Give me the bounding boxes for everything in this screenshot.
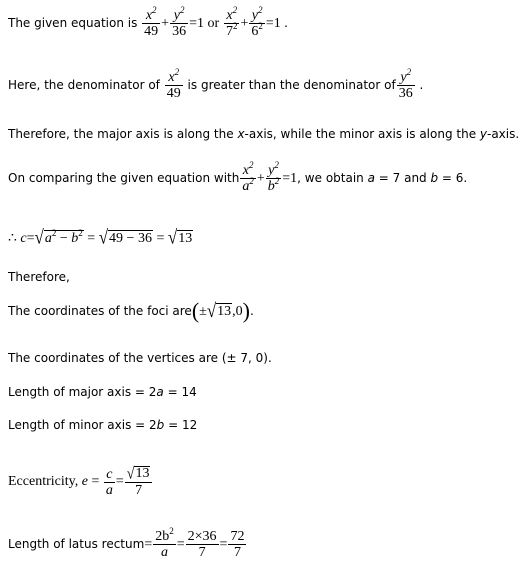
equals-one-or: =1 or <box>189 16 220 31</box>
fraction-sqrt13-over-7: $\frac{√13}{7}$ <box>125 466 153 498</box>
line-denominator-comparison: Here, the denominator of $\frac{x^2}{49}$ is greater than the denominator of $\frac{y^2}{36}$ . <box>8 67 424 101</box>
sqrt-13: √13 <box>167 226 193 249</box>
given-equation-label: The given equation is <box>8 16 138 30</box>
fraction-y2-over-36: $\frac{y^2}{36}$ <box>172 5 187 39</box>
sqrt-a2-minus-b2: $√a^2 - b^2$ <box>34 226 83 249</box>
line-therefore: Therefore, <box>8 270 70 284</box>
line-vertices-coordinates: The coordinates of the vertices are (± 7, 0). <box>8 351 272 365</box>
line-foci-coordinates: The coordinates of the foci are(±√13,0). <box>8 298 254 323</box>
line-given-equation: The given equation is $\frac{x^2}{49}$ + $\frac{y^2}{36}$ =1 or $\frac{x^2}{7^2}$ + $\frac{y^2}{6^2}$ =1 . <box>8 5 288 39</box>
equals-one: =1 . <box>265 16 288 31</box>
fraction-y2-over-36: $\frac{y^2}{36}$ <box>398 67 413 101</box>
fraction-c-over-a: $\frac{c}{a}$ <box>105 466 113 498</box>
fraction-x2-over-49: $\frac{x^2}{49}$ <box>166 67 181 101</box>
line-c-calculation: ∴ $c=√a^2 - b^2 = √49 - 36 = √13$ <box>8 226 193 249</box>
line-major-axis-length: Length of major axis = 2a = 14 <box>8 385 197 399</box>
fraction-x2-over-a2: $\frac{x^2}{a^2}$ <box>242 160 254 194</box>
therefore-symbol: ∴ <box>8 231 17 246</box>
fraction-2b2-over-a: $\frac{2b^2}{a}$ <box>155 526 174 560</box>
fraction-72-over-7: $\frac{72}{7}$ <box>230 529 245 560</box>
line-comparing-equation: On comparing the given equation with $\frac{x^2}{a^2}$ + $\frac{y^2}{b^2}$ =1, we obtain a = 7 and b = 6. <box>8 160 468 194</box>
line-minor-axis-length: Length of minor axis = 2b = 12 <box>8 418 198 432</box>
line-major-axis-statement: Therefore, the major axis is along the x-axis, while the minor axis is along the y-axis. <box>8 127 520 141</box>
sqrt-13: √13 <box>206 299 232 322</box>
fraction-x2-over-49: $\frac{x^2}{49}$ <box>144 5 159 39</box>
fraction-x2-over-7sq: $\frac{x^2}{7^2}$ <box>225 5 238 39</box>
line-eccentricity: Eccentricity, e = $\frac{c}{a}$ = $\frac{√13}{7}$ <box>8 466 153 498</box>
sqrt-49-minus-36: √49 − 36 <box>98 226 152 249</box>
fraction-y2-over-b2: $\frac{y^2}{b^2}$ <box>267 160 280 194</box>
line-latus-rectum: Length of latus rectum= $\frac{2b^2}{a}$ = $\frac{2\times 36}{7}$ = $\frac{72}{7}$ <box>8 526 245 560</box>
fraction-y2-over-6sq: $\frac{y^2}{6^2}$ <box>251 5 263 39</box>
fraction-2x36-over-7: $\frac{2\times 36}{7}$ <box>187 529 217 560</box>
